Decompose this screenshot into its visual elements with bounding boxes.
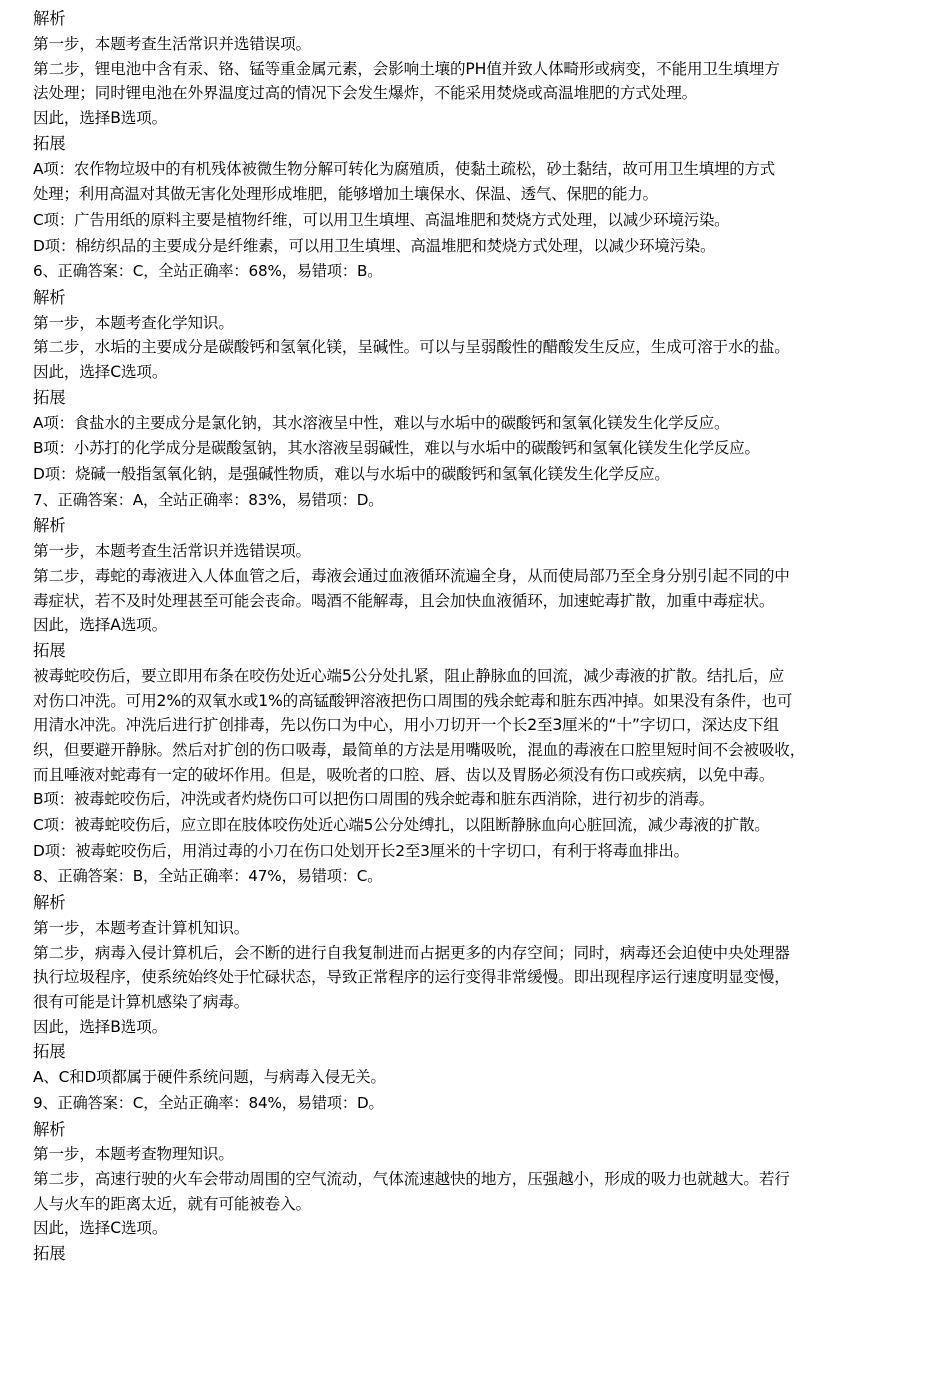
answer-summary-line: 7、正确答案：A，全站正确率：83%，易错项：D。 — [33, 490, 384, 509]
paragraph-line: 人与火车的距离太近，就有可能被卷入。 — [33, 1194, 311, 1213]
option-explanation-line: D项：棉纺织品的主要成分是纤维素，可以用卫生填埋、高温堆肥和焚烧方式处理，以减少环境污染。 — [33, 236, 716, 255]
section-heading: 拓展 — [33, 387, 66, 407]
paragraph-line: 第二步，病毒入侵计算机后，会不断的进行自我复制进而占据更多的内存空间；同时，病毒还会迫使中央处理器 — [33, 943, 790, 962]
section-heading: 拓展 — [33, 641, 66, 661]
paragraph-line: 毒症状，若不及时处理甚至可能会丧命。喝酒不能解毒，且会加快血液循环，加速蛇毒扩散，加重中毒症状。 — [33, 591, 775, 610]
paragraph-line: 第一步，本题考查计算机知识。 — [33, 918, 250, 937]
paragraph-line: 第一步，本题考查化学知识。 — [33, 313, 234, 332]
paragraph-line: 执行垃圾程序，使系统始终处于忙碌状态，导致正常程序的运行变得非常缓慢。即出现程序运行速度明显变慢， — [33, 968, 790, 987]
paragraph-line: 第二步，锂电池中含有汞、铬、锰等重金属元素，会影响土壤的PH值并致人体畸形或病变，不能用卫生填埋方 — [33, 59, 780, 78]
paragraph-line: 织，但要避开静脉。然后对扩创的伤口吸毒，最简单的方法是用嘴吸吮，混血的毒液在口腔里短时间不会被吸收， — [33, 740, 806, 759]
option-explanation-line: B项：小苏打的化学成分是碳酸氢钠，其水溶液呈弱碱性，难以与水垢中的碳酸钙和氢氧化镁发生化学反应。 — [33, 439, 760, 458]
paragraph-line: 第二步，毒蛇的毒液进入人体血管之后，毒液会通过血液循环流遍全身，从而使局部乃至全身分别引起不同的中 — [33, 566, 790, 585]
paragraph-line: 因此，选择B选项。 — [33, 108, 168, 127]
option-explanation-line: A项：农作物垃圾中的有机残体被微生物分解可转化为腐殖质，使黏土疏松，砂土黏结，故可用卫生填埋的方式 — [33, 159, 775, 178]
paragraph-line: 因此，选择C选项。 — [33, 1219, 168, 1238]
option-explanation-line: B项：被毒蛇咬伤后，冲洗或者灼烧伤口可以把伤口周围的残余蛇毒和脏东西消除，进行初步的消毒。 — [33, 790, 714, 809]
paragraph-line: 用清水冲洗。冲洗后进行扩创排毒，先以伤口为中心，用小刀切开一个长2至3厘米的“十”字切口，深达皮下组 — [33, 716, 779, 735]
section-heading: 拓展 — [33, 1244, 66, 1264]
section-q7 — [33, 488, 932, 865]
section-heading: 解析 — [33, 9, 66, 28]
option-explanation-line: 处理；利用高温对其做无害化处理形成堆肥，能够增加土壤保水、保温、透气、保肥的能力。 — [33, 185, 658, 204]
section-heading: 解析 — [33, 516, 66, 536]
paragraph-line: 被毒蛇咬伤后，要立即用布条在咬伤处近心端5公分处扎紧，阻止静脉血的回流，减少毒液的扩散。结扎后，应 — [33, 666, 785, 685]
answer-summary-line: 8、正确答案：B，全站正确率：47%，易错项：C。 — [33, 867, 383, 886]
section-s1 — [33, 6, 932, 259]
section-heading: 解析 — [33, 287, 66, 307]
option-explanation-line: A项：食盐水的主要成分是氯化钠，其水溶液呈中性，难以与水垢中的碳酸钙和氢氧化镁发生化学反应。 — [33, 413, 730, 432]
option-explanation-line: D项：烧碱一般指氢氧化钠，是强碱性物质，难以与水垢中的碳酸钙和氢氧化镁发生化学反应。 — [33, 465, 670, 484]
paragraph-line: 因此，选择C选项。 — [33, 363, 168, 382]
paragraph-line: 法处理；同时锂电池在外界温度过高的情况下会发生爆炸，不能采用焚烧或高温堆肥的方式处理。 — [33, 84, 698, 103]
section-heading: 解析 — [33, 893, 66, 912]
answer-summary-line: 9、正确答案：C，全站正确率：84%，易错项：D。 — [33, 1093, 384, 1112]
option-explanation-line: C项：被毒蛇咬伤后，应立即在肢体咬伤处近心端5公分处缚扎，以阻断静脉血向心脏回流，减少毒液的扩散。 — [33, 816, 770, 835]
section-q8 — [33, 864, 932, 1091]
answer-summary-line: 6、正确答案：C，全站正确率：68%，易错项：B。 — [33, 262, 383, 281]
paragraph-line: 很有可能是计算机感染了病毒。 — [33, 992, 250, 1011]
section-heading: 解析 — [33, 1119, 66, 1139]
option-explanation-line: C项：广告用纸的原料主要是植物纤维，可以用卫生填埋、高温堆肥和焚烧方式处理，以减少环境污染。 — [33, 210, 730, 229]
paragraph-line: 第二步，水垢的主要成分是碳酸钙和氢氧化镁，呈碱性。可以与呈弱酸性的醋酸发生反应，生成可溶于水的盐。 — [33, 338, 790, 357]
option-explanation-line: D项：被毒蛇咬伤后，用消过毒的小刀在伤口处划开长2至3厘米的十字切口，有利于将毒血排出。 — [33, 841, 689, 860]
paragraph-line: 第一步，本题考查生活常识并选错误项。 — [33, 34, 311, 53]
paragraph-line: 因此，选择A选项。 — [33, 616, 168, 635]
section-q9 — [33, 1091, 932, 1267]
paragraph-line: 因此，选择B选项。 — [33, 1017, 168, 1036]
paragraph-line: 对伤口冲洗。可用2%的双氧水或1%的高锰酸钾溶液把伤口周围的残余蛇毒和脏东西冲掉。如果没有条件，也可 — [33, 691, 793, 710]
section-q6 — [33, 259, 932, 488]
option-explanation-line: A、C和D项都属于硬件系统问题，与病毒入侵无关。 — [33, 1068, 386, 1087]
paragraph-line: 而且唾液对蛇毒有一定的破坏作用。但是，吸吮者的口腔、唇、齿以及胃肠必须没有伤口或疾病，以免中毒。 — [33, 765, 775, 784]
paragraph-line: 第一步，本题考查物理知识。 — [33, 1145, 234, 1164]
paragraph-line: 第二步，高速行驶的火车会带动周围的空气流动，气体流速越快的地方，压强越小，形成的吸力也就越大。若行 — [33, 1170, 790, 1189]
section-heading: 拓展 — [33, 1042, 66, 1062]
paragraph-line: 第一步，本题考查生活常识并选错误项。 — [33, 542, 311, 561]
section-heading: 拓展 — [33, 133, 66, 153]
